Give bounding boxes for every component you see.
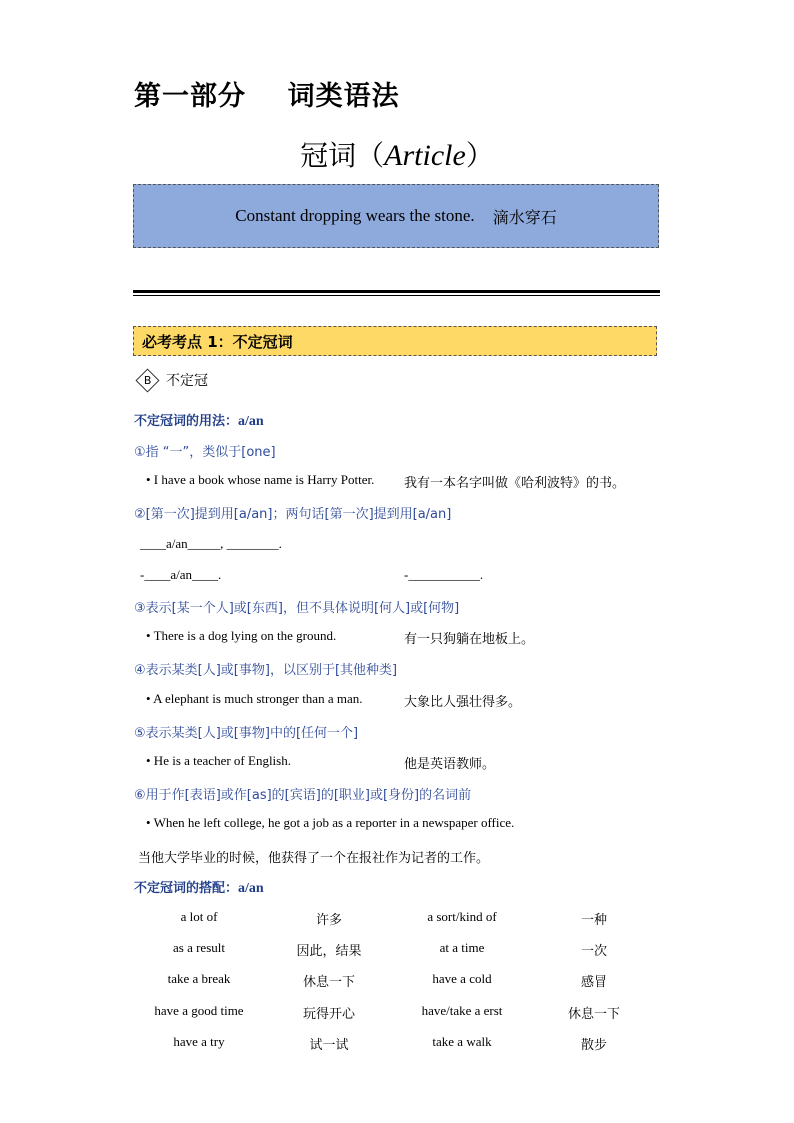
rule-3: ③表示[某一个人]或[东西]，但不具体说明[何人]或[何物] [134,601,460,616]
collocation-cell: take a break [167,971,231,986]
collocation-cell: a lot of [180,909,218,924]
part-title: 第一部分 词类语法 [134,81,400,112]
blank-line-1: ____a/an_____, ________. [140,536,282,551]
diamond-b-icon: B [135,368,159,392]
rule-5: ⑤表示某类[人]或[事物]中的[任何一个] [134,726,359,741]
proverb-box [133,184,659,248]
collocation-cell: 感冒 [580,975,607,990]
rule-2: ②[第一次]提到用[a/an]；两句话[第一次]提到用[a/an] [134,507,452,522]
collocation-cell: 因此，结果 [296,944,362,959]
collocation-cell: take a walk [432,1034,492,1049]
rule-1: ①指 “一”，类似于[one] [134,445,276,460]
collocation-heading: 不定冠词的搭配：a/an [134,881,264,896]
example-4: • A elephant is much stronger than a man. 大象比人强壮得多。 [146,691,522,710]
blank-line-2b: -___________. [404,567,484,582]
example-3: • There is a dog lying on the ground. 有一只狗躺在地板上。 [146,628,535,647]
sub-heading-label: 不定冠 [166,373,208,389]
usage-heading: 不定冠词的用法：a/an [134,414,264,429]
example-5: • He is a teacher of English. 他是英语教师。 [146,753,496,772]
collocation-cell: have a cold [432,971,492,986]
blank-line-2a: -____a/an____. [140,567,222,582]
main-title-en: Article [384,139,466,172]
collocation-cell: 散步 [580,1038,607,1053]
rule-4: ④表示某类[人]或[事物]，以区别于[其他种类] [134,663,398,678]
sub-heading [136,370,208,390]
collocation-cell: have/take a erst [421,1003,503,1018]
collocation-cell: have a good time [154,1003,244,1018]
example-6-cn: 当他大学毕业的时候，他获得了一个在报社作为记者的工作。 [138,851,490,866]
proverb-cn: 滴水穿石 [492,207,557,227]
rule-6: ⑥用于作[表语]或作[as]的[宾语]的[职业]或[身份]的名词前 [134,788,472,803]
collocation-cell: have a try [173,1034,225,1049]
collocation-cell: 休息一下 [567,1007,620,1022]
divider-thin [133,295,660,296]
example-6-en: • When he left college, he got a job as a reporter in a newspaper office. [146,815,515,830]
main-title-cn-open: 冠词（ [300,139,385,172]
main-title [0,134,794,174]
collocation-cell: 许多 [315,913,342,928]
collocation-cell: a sort/kind of [427,909,497,924]
collocation-cell: 一种 [580,913,607,928]
example-1: • I have a book whose name is Harry Potter. 我有一本名字叫做《哈利波特》的书。 [146,472,626,491]
collocation-cell: at a time [439,940,485,955]
key-point-label: 必考考点 1：不定冠词 [142,332,293,351]
collocation-cell: 一次 [580,944,607,959]
collocation-cell: 玩得开心 [302,1007,355,1022]
proverb-en: Constant dropping wears the stone. [235,206,475,225]
divider-thick [133,290,660,293]
main-title-cn-close: ） [465,139,494,172]
collocation-cell: as a result [173,940,225,955]
collocation-cell: 休息一下 [302,975,355,990]
key-point-box [133,326,657,356]
collocation-cell: 试一试 [309,1038,349,1053]
